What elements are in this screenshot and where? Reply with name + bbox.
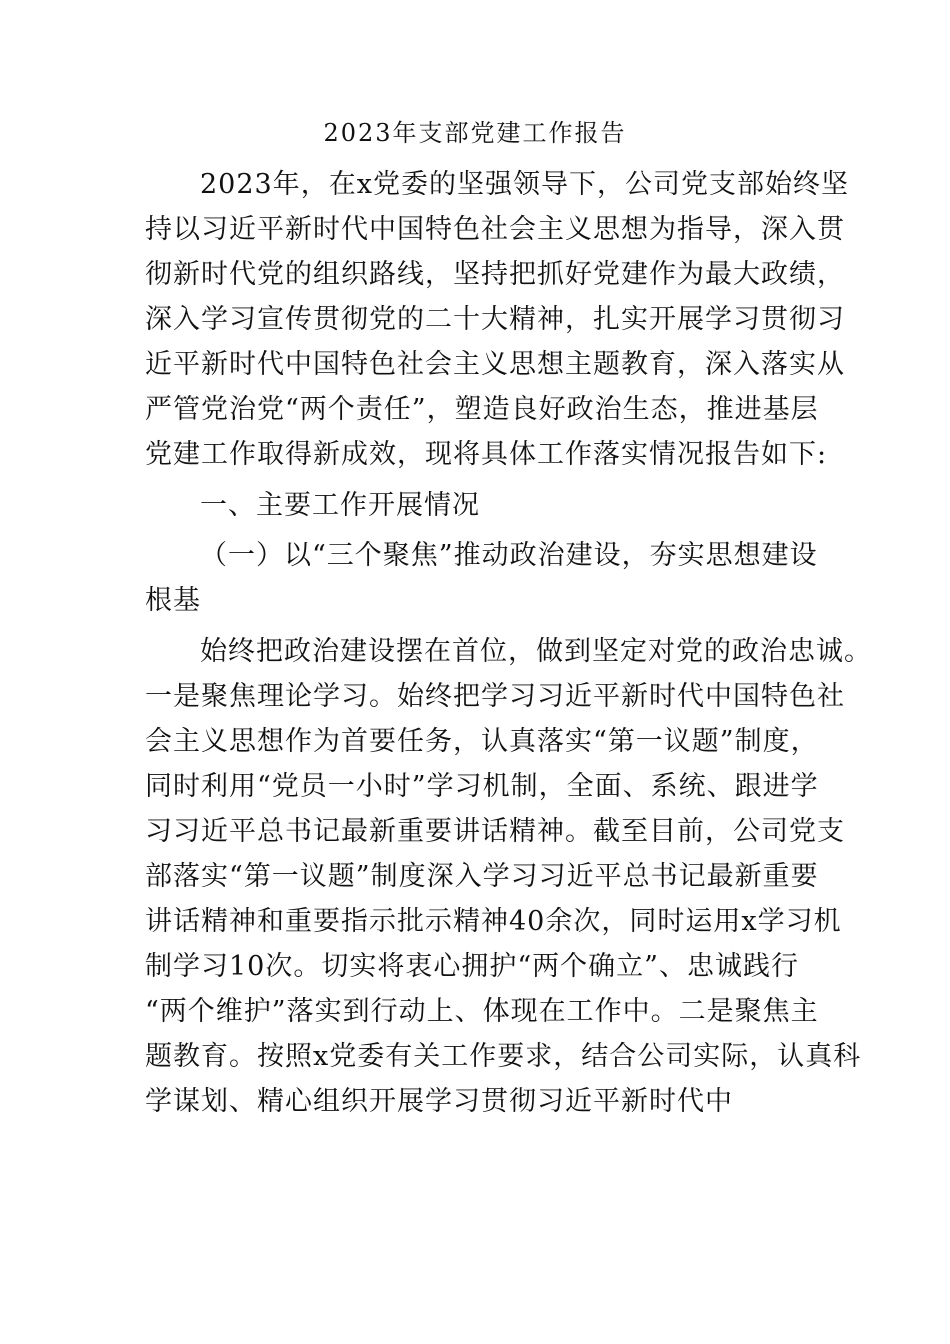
body-line: “两个维护”落实到行动上、体现在工作中。二是聚焦主 [145, 996, 819, 1027]
intro-line: 严管党治党“两个责任”，塑造良好政治生态，推进基层 [145, 394, 819, 425]
body-line: 部落实“第一议题”制度深入学习习近平总书记最新重要 [145, 861, 819, 892]
body-line: 讲话精神和重要指示批示精神40余次，同时运用x学习机 [145, 906, 842, 937]
intro-line: 彻新时代党的组织路线，坚持把抓好党建作为最大政绩， [145, 259, 845, 290]
body-line: 学谋划、精心组织开展学习贯彻习近平新时代中 [145, 1086, 733, 1117]
subheading-line: （一）以“三个聚焦”推动政治建设，夯实思想建设 [200, 540, 818, 571]
intro-line: 党建工作取得新成效，现将具体工作落实情况报告如下: [145, 439, 828, 470]
body-line: 同时利用“党员一小时”学习机制，全面、系统、跟进学 [145, 771, 819, 802]
body-line: 会主义思想作为首要任务，认真落实“第一议题”制度， [145, 726, 819, 757]
intro-line: 近平新时代中国特色社会主义思想主题教育，深入落实从 [145, 349, 845, 380]
body-line: 制学习10次。切实将衷心拥护“两个确立”、忠诚践行 [145, 951, 799, 982]
intro-line: 2023年，在x党委的坚强领导下，公司党支部始终坚 [200, 169, 849, 200]
body-line: 题教育。按照x党委有关工作要求，结合公司实际，认真科 [145, 1041, 862, 1072]
body-line: 始终把政治建设摆在首位，做到坚定对党的政治忠诚。 [200, 636, 872, 667]
body-line: 一是聚焦理论学习。始终把学习习近平新时代中国特色社 [145, 681, 845, 712]
document-title: 2023年支部党建工作报告 [323, 119, 627, 147]
body-line: 习习近平总书记最新重要讲话精神。截至目前，公司党支 [145, 816, 845, 847]
subheading-line: 根基 [145, 585, 201, 616]
intro-line: 持以习近平新时代中国特色社会主义思想为指导，深入贯 [145, 214, 845, 245]
intro-line: 深入学习宣传贯彻党的二十大精神，扎实开展学习贯彻习 [145, 304, 845, 335]
section-heading: 一、主要工作开展情况 [200, 490, 480, 521]
